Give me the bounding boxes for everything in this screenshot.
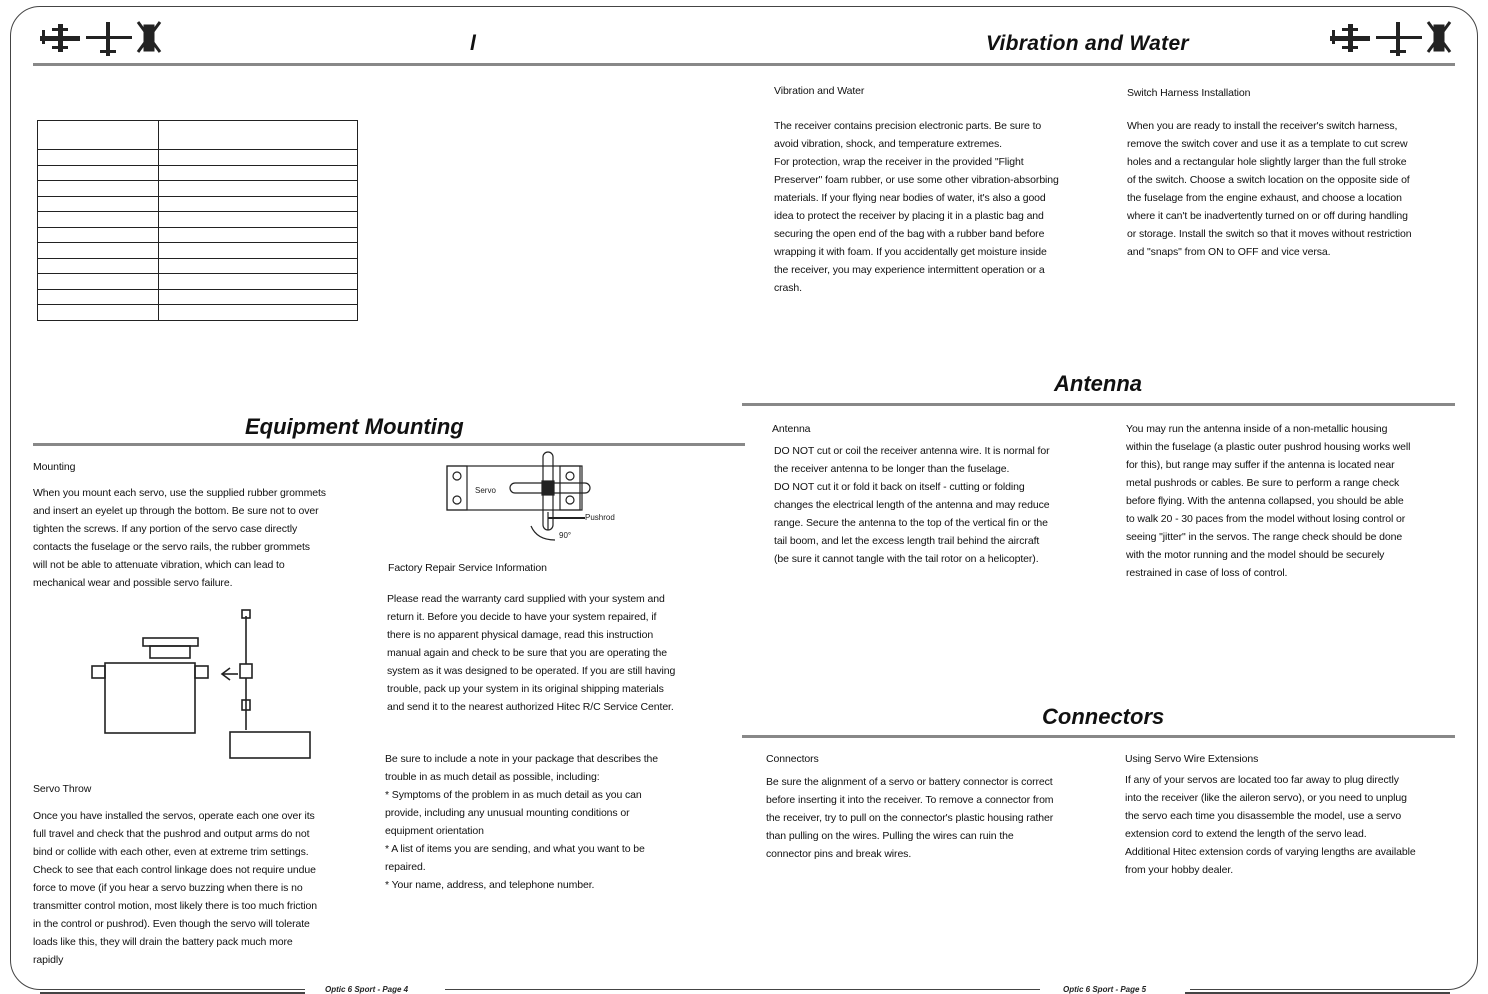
- helicopter-icon: [138, 22, 160, 52]
- connectors-rule: [742, 735, 1455, 738]
- switch-harness-text: When you are ready to install the receiver's switch harness, remove the switch cover and use it as a template to cut screw holes and a rectangular hole slightly larger than the full stroke of the switch. Choose a switch location on the opposite side of the fuselage from the engine exhaust, and choose a location where it can't be inadvertently turned on or off during handling or storage. Install the switch so that it moves without restriction and "snaps" from ON to OFF and vice versa.: [1127, 120, 1412, 258]
- glider-icon: [86, 22, 132, 56]
- pushrod-label: Pushrod: [585, 513, 615, 522]
- table-cell: [159, 305, 358, 321]
- table-row: [38, 274, 358, 290]
- table-cell: [38, 289, 159, 305]
- table-cell: [159, 212, 358, 228]
- factory-repair-heading: Factory Repair Service Information: [388, 562, 547, 574]
- section-title-antenna: Antenna: [1054, 371, 1142, 396]
- extensions-heading: Using Servo Wire Extensions: [1125, 753, 1259, 765]
- table-cell: [159, 258, 358, 274]
- table-cell: [159, 121, 358, 150]
- table-cell: [38, 212, 159, 228]
- table-cell: [38, 243, 159, 259]
- table-cell: [38, 227, 159, 243]
- switch-harness-heading: Switch Harness Installation: [1127, 87, 1251, 99]
- table-cell: [38, 181, 159, 197]
- table-cell: [159, 165, 358, 181]
- table-cell: [159, 150, 358, 166]
- glider-icon: [1376, 22, 1422, 56]
- helicopter-icon: [1428, 22, 1450, 52]
- table-cell: [38, 274, 159, 290]
- table-row: [38, 258, 358, 274]
- antenna-text-2: You may run the antenna inside of a non-metallic housing within the fuselage (a plastic outer pushrod housing works well for this), but range may suffer if the antenna is located near metal pushrods or cables. Be sure to perform a range check before flying. With the antenna collapsed, you should be able to walk 20 - 30 paces from the model without losing control or seeing "jitter" in the servos. The range check should be done with the motor running and the model should be securely restrained in case of loss of control.: [1126, 423, 1411, 579]
- vibration-heading: Vibration and Water: [774, 85, 865, 97]
- table-cell: [159, 181, 358, 197]
- table-cell: [159, 289, 358, 305]
- extensions-text: If any of your servos are located too far away to plug directly into the receiver (like the aileron servo), or you need to unplug the servo each time you disassemble the model, use a servo extension cord to extend the length of the servo lead. Additional Hitec extension cords of varying lengths are available from your hobby dealer.: [1125, 774, 1416, 876]
- right-page-title: Vibration and Water: [986, 32, 1189, 55]
- aircraft-icons-left: [38, 18, 168, 58]
- antenna-heading: Antenna: [772, 423, 811, 435]
- page-footer-right: Optic 6 Sport - Page 5: [1063, 985, 1147, 994]
- table-row: [38, 243, 358, 259]
- table-cell: [159, 196, 358, 212]
- table-row: [38, 181, 358, 197]
- connectors-heading: Connectors: [766, 753, 819, 765]
- table-row: [38, 196, 358, 212]
- servo-label: Servo: [475, 486, 496, 495]
- servo-throw-heading: Servo Throw: [33, 783, 92, 795]
- vibration-text: The receiver contains precision electronic parts. Be sure to avoid vibration, shock, and temperature extremes. For protection, wrap the receiver in the provided "Flight Preserver" foam rubber, or use some other vibration-absorbing materials. If your flying near bodies of water, it's also a good idea to protect the receiver by placing it in a plastic bag and securing the open end of the bag with a rubber band before wrapping it with foam. If you accidentally get moisture inside the receiver, you may experience intermittent operation or a crash.: [774, 120, 1059, 294]
- table-cell: [159, 243, 358, 259]
- footer-line-right: [1185, 992, 1450, 994]
- connectors-text: Be sure the alignment of a servo or battery connector is correct before inserting it into the receiver. To remove a connector from the receiver, try to pull on the connector's plastic housing rather than pulling on the wires. Pulling the wires can ruin the connector pins and break wires.: [766, 776, 1054, 860]
- angle-label: 90°: [559, 531, 572, 540]
- factory-repair-text-2: Be sure to include a note in your package that describes the trouble in as much detail as possible, including: * Symptoms of the problem in as much detail as you can provide, including any unusual mounting conditions or equipment orientation * A list of items you are sending, and what you want to be repaired. * Your name, address, and telephone number.: [385, 753, 659, 891]
- left-page-title: l: [470, 32, 477, 55]
- page-footer-left: Optic 6 Sport - Page 4: [325, 985, 409, 994]
- table-row: [38, 165, 358, 181]
- table-cell: [38, 196, 159, 212]
- servo-throw-text: Once you have installed the servos, operate each one over its full travel and check that the pushrod and output arms do not bind or collide with each other, even at extreme trim settings. Check to see that each control linkage does not require undue force to move (if you hear a servo buzzing when there is no transmitter control motion, most likely there is too much friction in the control or pushrod). Even though the servo will tolerate loads like this, they will drain the battery pack much more rapidly: [33, 810, 318, 966]
- header-rule: [33, 63, 1455, 66]
- table-row: [38, 289, 358, 305]
- mounting-text: When you mount each servo, use the supplied rubber grommets and insert an eyelet up through the bottom. Be sure not to over tighten the screws. If any portion of the servo case directly contacts the fuselage or the servo rails, the rubber grommets will not be able to attenuate vibration, which can lead to mechanical wear and possible servo failure.: [33, 487, 326, 589]
- table-cell: [159, 274, 358, 290]
- table-row: [38, 305, 358, 321]
- servo-pushrod-diagram: [445, 448, 630, 543]
- table-cell: [38, 121, 159, 150]
- table-cell: [159, 227, 358, 243]
- table-cell: [38, 150, 159, 166]
- table-row: [38, 212, 358, 228]
- equipment-rule: [33, 443, 745, 446]
- table-row: [38, 121, 358, 150]
- table-cell: [38, 258, 159, 274]
- airplane-icon: [1330, 24, 1370, 52]
- table-row: [38, 227, 358, 243]
- spec-table: [37, 120, 358, 321]
- footer-line-left: [40, 992, 305, 994]
- table-cell: [38, 305, 159, 321]
- antenna-text: DO NOT cut or coil the receiver antenna wire. It is normal for the receiver antenna to be longer than the fuselage. DO NOT cut it or fold it back on itself - cutting or folding changes the electrical length of the antenna and may reduce range. Secure the antenna to the top of the vertical fin or the tail boom, and let the excess length trail behind the aircraft (be sure it cannot tangle with the tail rotor on a helicopter).: [774, 445, 1050, 565]
- airplane-icon: [40, 24, 80, 52]
- table-row: [38, 150, 358, 166]
- servo-mounting-diagram: [88, 608, 318, 763]
- antenna-rule: [742, 403, 1455, 406]
- section-title-equipment-mounting: Equipment Mounting: [245, 414, 464, 439]
- factory-repair-text: Please read the warranty card supplied with your system and return it. Before you decide to have your system repaired, if there is no apparent physical damage, read this instruction manual again and check to be sure that you are operating the system as it was designed to be operated. If you are still having trouble, pack up your system in its original shipping materials and send it to the nearest authorized Hitec R/C Service Center.: [387, 593, 676, 713]
- section-title-connectors: Connectors: [1042, 704, 1165, 729]
- aircraft-icons-right: [1328, 18, 1458, 58]
- mounting-heading: Mounting: [33, 461, 76, 473]
- table-cell: [38, 165, 159, 181]
